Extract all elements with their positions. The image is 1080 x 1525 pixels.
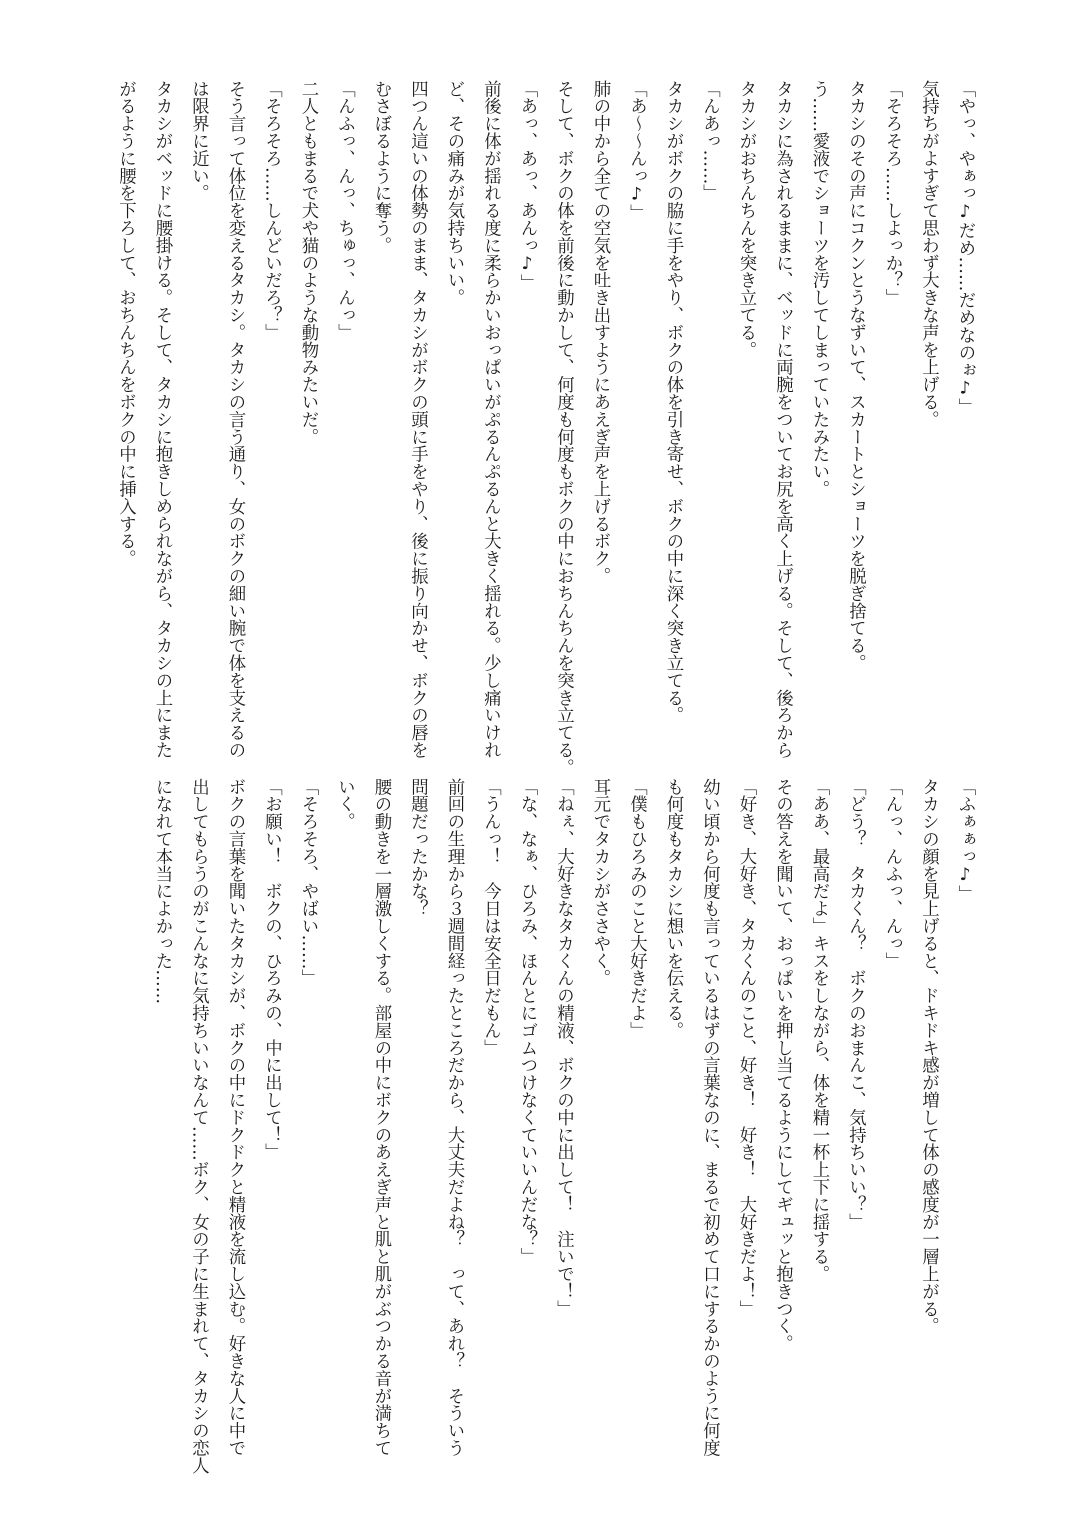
text-line: 「そろそろ……しんどいだろ？」: [261, 80, 282, 341]
text-line: タカシの顔を見上げると、ドキドキ感が増して体の感度が一層上がる。: [918, 778, 939, 1335]
text-line: がるように腰を下ろして、おちんちんをボクの中に挿入する。: [115, 80, 136, 568]
text-line: 問題だったかな？: [407, 778, 428, 918]
text-line: は限界に近い。: [188, 80, 209, 202]
text-line: タカシがベッドに腰掛ける。そして、タカシに抱きしめられながら、タカシの上にまた: [152, 80, 172, 759]
text-line: タカシがボクの脇に手をやり、ボクの体を引き寄せ、ボクの中に深く突き立てる。: [663, 80, 683, 724]
text-line: 出してもらうのがこんなに気持ちいいなんて……ボク、女の子に生まれて、タカシの恋人: [188, 778, 209, 1474]
text-line: ど、その痛みが気持ちいい。: [444, 80, 464, 307]
text-line: その答えを聞いて、おっぱいを押し当てるようにしてギュッと抱きつく。: [772, 778, 793, 1353]
text-line: 「んふっ、んっ、ちゅっ、んっ」: [334, 80, 355, 341]
text-line: ボクの言葉を聞いたタカシが、ボクの中にドクドクと精液を流し込む。好きな人に中で: [225, 778, 245, 1457]
text-line: 「お願い！ ボクの、ひろみの、中に出して！」: [261, 778, 282, 1161]
text-line: タカシのその声にコクンとうなずいて、スカートとショーツを脱ぎ捨てる。: [845, 80, 866, 672]
text-line: 「どう？ タカくん？ ボクのおまんこ、気持ちいい？」: [845, 778, 866, 1231]
text-line: タカシに為されるままに、ベッドに両腕をついてお尻を高く上げる。そして、後ろから: [772, 80, 793, 759]
text-line: 「ふぁぁっ♪」: [955, 778, 975, 903]
text-line: 「好き、大好き、タカくんのこと、好き！ 好き！ 大好きだよ！」: [736, 778, 756, 1318]
text-line: 二人ともまるで犬や猫のような動物みたいだ。: [298, 80, 318, 446]
text-line: 「んあっ……」: [699, 80, 720, 202]
text-line: 「な、なぁ、ひろみ、ほんとにゴムつけなくていいんだな？」: [517, 778, 537, 1266]
text-line: 「うんっ！ 今日は安全日だもん」: [480, 778, 501, 1057]
text-line: そして、ボクの体を前後に動かして、何度も何度もボクの中におちんちんを突き立てる。: [553, 80, 574, 776]
text-line: 前後に体が揺れる度に柔らかいおっぱいがぷるんぷるんと大きく揺れる。少し痛いけれ: [480, 80, 501, 759]
text-line: 「んっ、んふっ、んっ」: [882, 778, 902, 970]
text-line: そう言って体位を変えるタカシ。タカシの言う通り、女のボクの細い腕で体を支えるの: [225, 80, 245, 759]
text-line: 「あ～～んっ♪」: [626, 80, 647, 222]
text-line: 「ねぇ、大好きなタカくんの精液、ボクの中に出して！ 注いで！」: [553, 778, 574, 1318]
text-line: 「ああ、最高だよ」キスをしながら、体を精一杯上下に揺する。: [809, 778, 829, 1283]
text-line: 気持ちがよすぎて思わず大きな声を上げる。: [918, 80, 939, 428]
text-line: いく。: [334, 778, 355, 831]
text-block-top: [107, 80, 983, 776]
text-line: 「そろそろ……しよっか？」: [882, 80, 902, 307]
text-line: になれて本当によかった……: [152, 778, 172, 1005]
text-line: 四つん這いの体勢のまま、タカシがボクの頭に手をやり、後に振り向かせ、ボクの唇を: [407, 80, 428, 759]
text-line: 前回の生理から３週間経ったところだから、大丈夫だよね？ って、あれ？ そういう: [444, 778, 464, 1457]
text-line: 「そろそろ、やばい……」: [298, 778, 318, 987]
text-block-bottom: [144, 778, 984, 1478]
text-line: 肺の中から全ての空気を吐き出すようにあえぎ声を上げるボク。: [590, 80, 610, 585]
text-line: も何度もタカシに想いを伝える。: [663, 778, 683, 1039]
text-line: 「やっ、やぁっ♪だめ……だめなのぉ♪」: [955, 80, 975, 416]
text-line: う……愛液でショーツを汚してしまっていたみたい。: [809, 80, 829, 498]
text-line: むさぼるように奪う。: [371, 80, 391, 254]
text-line: 幼い頃から何度も言っているはずの言葉なのに、まるで初めて口にするかのように何度: [699, 778, 720, 1457]
text-line: タカシがおちんちんを突き立てる。: [736, 80, 756, 359]
text-line: 「僕もひろみのこと大好きだよ」: [626, 778, 647, 1039]
text-line: 腰の動きを一層激しくする。部屋の中にボクのあえぎ声と肌と肌がぶつかる音が満ちて: [371, 778, 391, 1457]
text-line: 耳元でタカシがささやく。: [590, 778, 610, 987]
text-line: 「あっ、あっ、あんっ♪」: [517, 80, 537, 292]
